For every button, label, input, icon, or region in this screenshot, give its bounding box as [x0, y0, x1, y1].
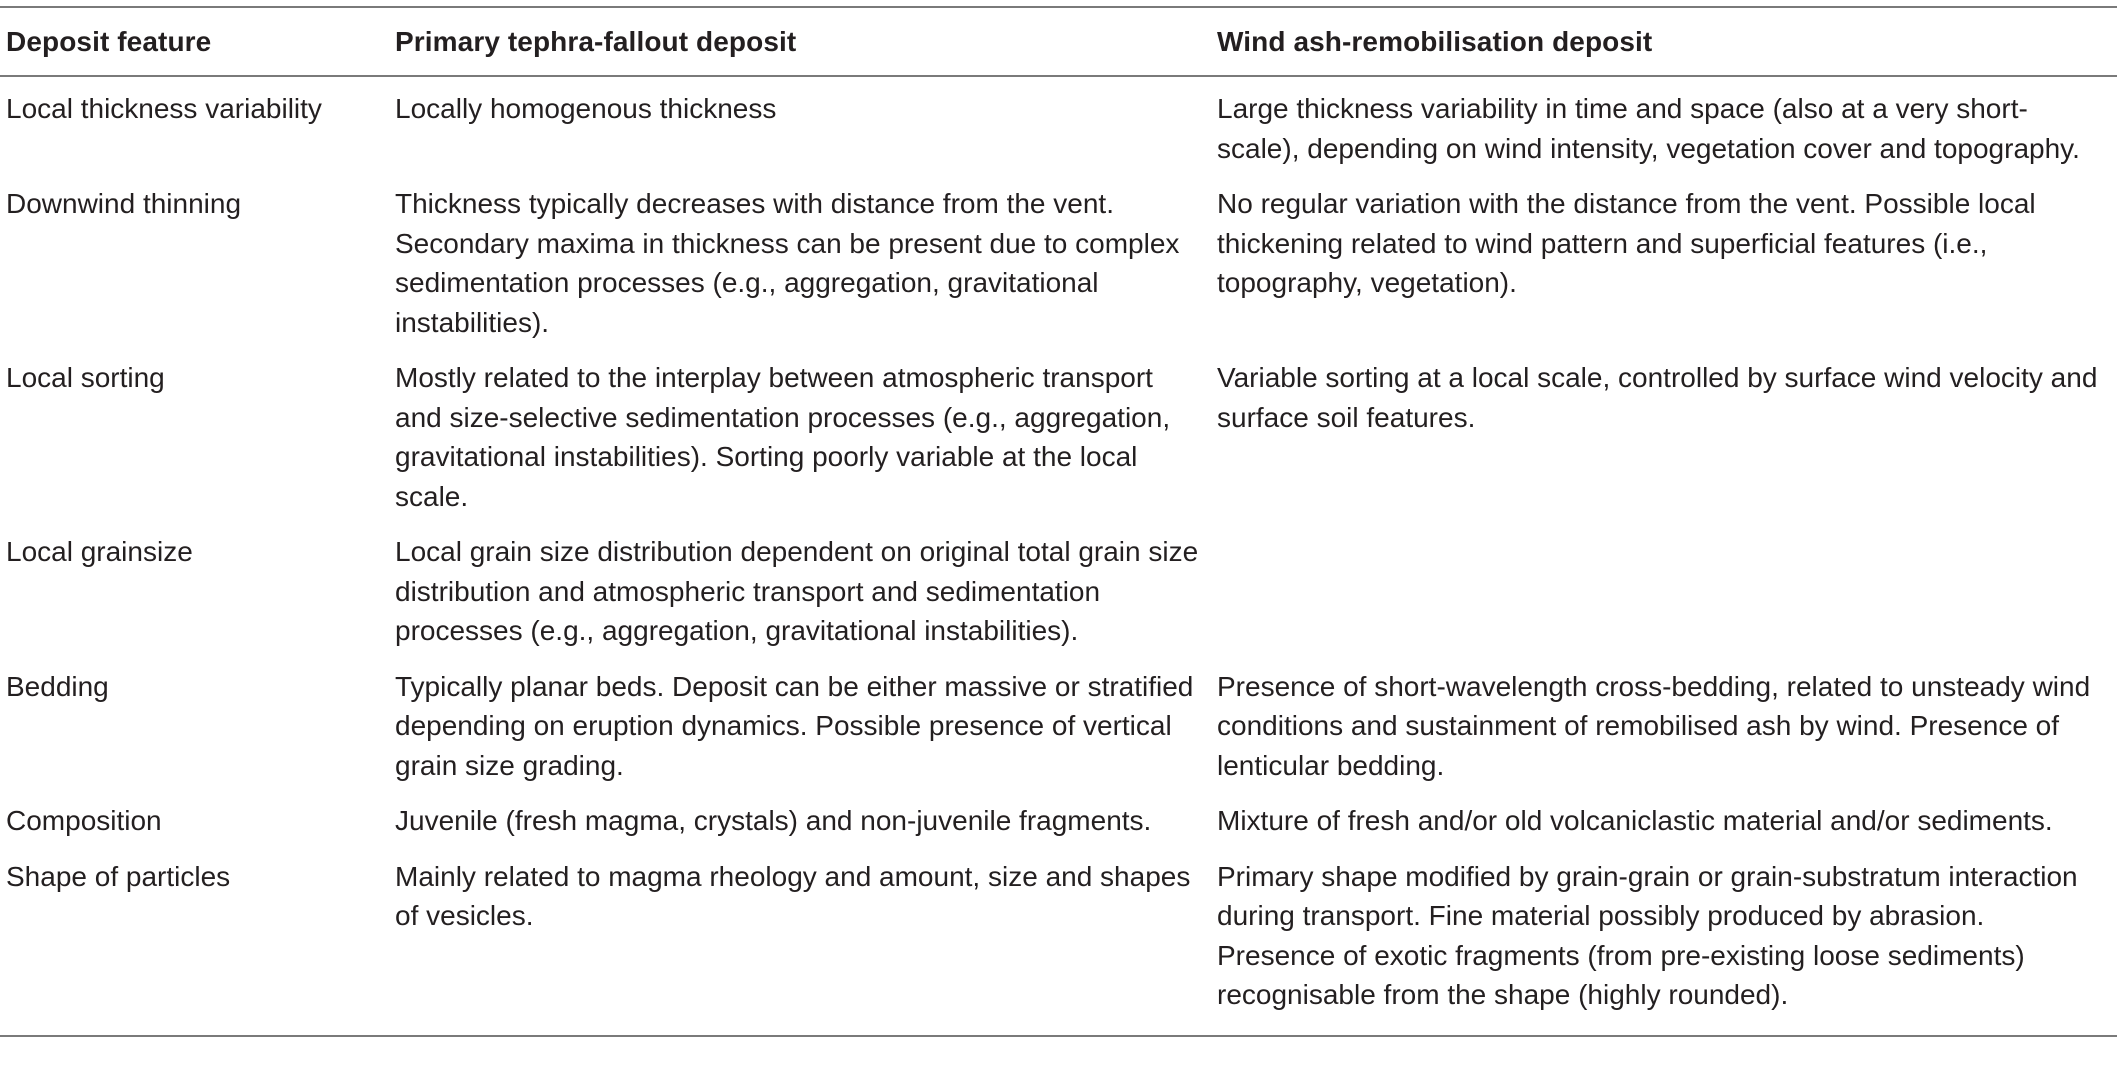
primary-fallout-cell: Mainly related to magma rheology and amount, size and shapes of vesicles. — [395, 860, 1191, 931]
wind-remobilisation-cell: Presence of short-wavelength cross-bedding, related to unsteady wind conditions and sustainment of remobilised ash by wind. Presence of lenticular bedding. — [1217, 670, 2091, 781]
table-row — [0, 521, 2117, 656]
feature-cell: Downwind thinning — [6, 188, 242, 219]
primary-fallout-cell: Mostly related to the interplay between atmospheric transport and size-selective sedimentation processes (e.g., aggregation, gravitational instabilities). Sorting poorly variable at the local scale. — [395, 362, 1171, 512]
comparison-table — [0, 6, 2117, 1037]
table-row — [0, 76, 2117, 173]
wind-remobilisation-cell: Variable sorting at a local scale, controlled by surface wind velocity and surface soil features. — [1217, 362, 2098, 433]
primary-fallout-cell: Thickness typically decreases with distance from the vent. Secondary maxima in thickness can be present due to complex sedimentation processes (e.g., aggregation, gravitational instabilities). — [395, 188, 1180, 338]
header-wind-ash-remobilisation: Wind ash-remobilisation deposit — [1217, 25, 1653, 57]
feature-cell: Shape of particles — [6, 860, 231, 892]
primary-fallout-cell: Juvenile (fresh magma, crystals) and non-juvenile fragments. — [395, 805, 1152, 836]
feature-cell: Composition — [6, 805, 162, 836]
wind-remobilisation-cell: No regular variation with the distance from the vent. Possible local thickening related to wind pattern and superficial features (i.e., topography, vegetation). — [1217, 188, 2036, 298]
header-deposit-feature: Deposit feature — [6, 25, 212, 57]
table-row — [0, 790, 2117, 846]
wind-remobilisation-cell — [1211, 521, 2117, 656]
wind-remobilisation-cell: Mixture of fresh and/or old volcaniclastic material and/or sediments. — [1217, 805, 2053, 836]
feature-cell: Local grainsize — [6, 536, 193, 567]
wind-remobilisation-cell: Large thickness variability in time and space (also at a very short-scale), depending on wind intensity, vegetation cover and topography. — [1217, 93, 2080, 164]
primary-fallout-cell: Locally homogenous thickness — [395, 93, 777, 124]
primary-fallout-cell: Typically planar beds. Deposit can be either massive or stratified depending on eruption dynamics. Possible presence of vertical grain size grading. — [395, 670, 1194, 781]
table-row — [0, 656, 2117, 791]
feature-cell: Local thickness variability — [6, 93, 322, 124]
table-row — [0, 846, 2117, 1036]
header-primary-tephra-fallout: Primary tephra-fallout deposit — [395, 25, 797, 57]
header-row — [0, 7, 2117, 76]
wind-remobilisation-cell: Primary shape modified by grain-grain or grain-substratum interaction during transport. Fine material possibly produced by abrasion. Presence of exotic fragments (from pre-existing loose sediments) recognisable from the shape (highly rounded). — [1217, 860, 2078, 1010]
feature-cell: Bedding — [6, 670, 109, 702]
table-header — [0, 7, 2117, 76]
table-body — [0, 76, 2117, 1036]
table-row — [0, 347, 2117, 521]
primary-fallout-cell: Local grain size distribution dependent on original total grain size distribution and atmospheric transport and sedimentation processes (e.g., aggregation, gravitational instabilities). — [395, 536, 1199, 646]
feature-cell: Local sorting — [6, 362, 165, 393]
table-row — [0, 173, 2117, 347]
